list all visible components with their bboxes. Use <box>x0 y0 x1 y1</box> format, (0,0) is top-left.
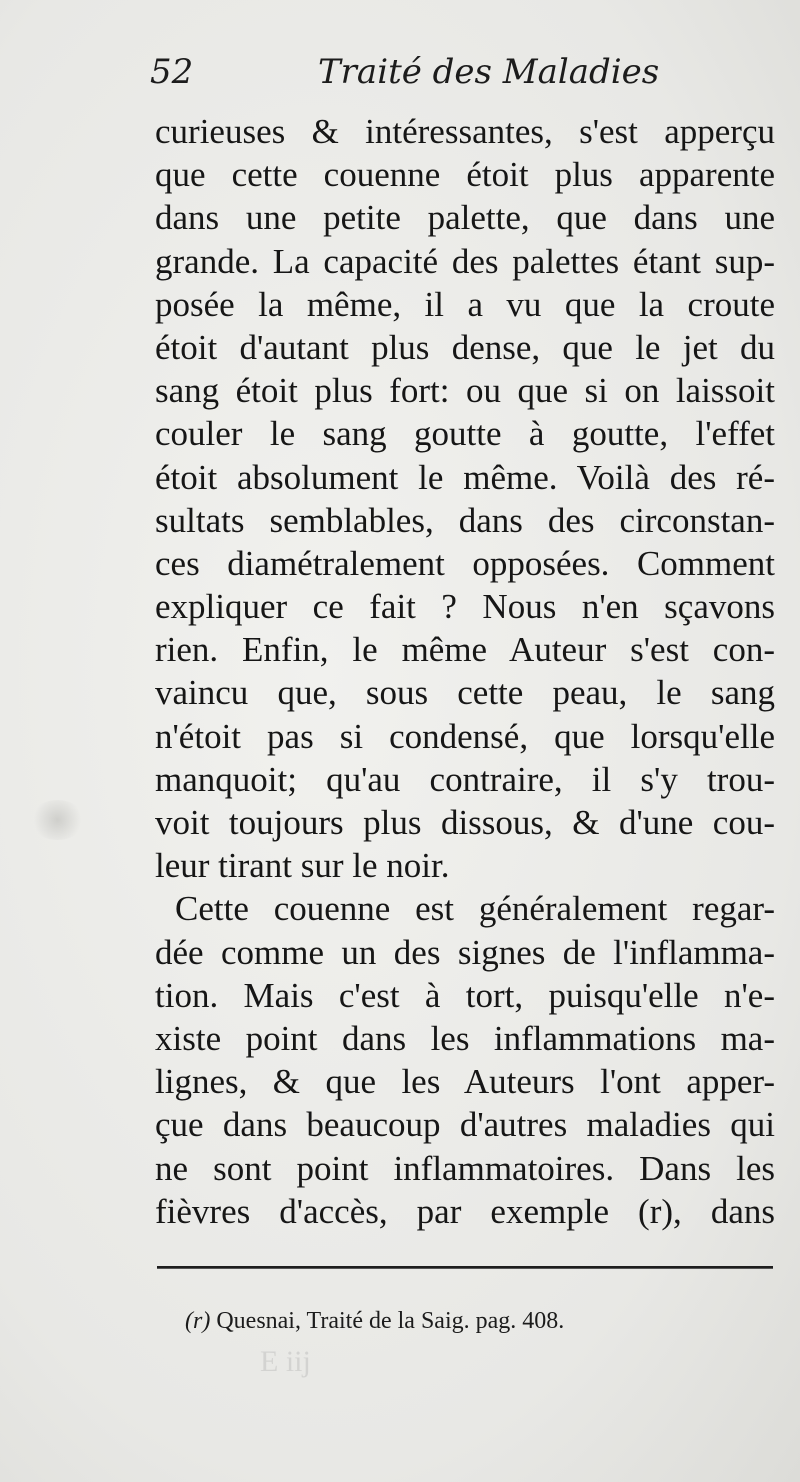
page-number: 52 <box>150 52 194 92</box>
text-line: ne sont point inflammatoires. Dans les <box>155 1148 775 1188</box>
text-line: dée comme un des signes de l'inflamma- <box>155 932 775 972</box>
text-line: étoit absolument le même. Voilà des ré- <box>155 457 775 497</box>
text-line: expliquer ce fait ? Nous n'en sçavons <box>155 587 775 627</box>
footnote-mark: (r) <box>185 1308 211 1334</box>
text-line: sang étoit plus fort: ou que si on laissoit <box>155 371 775 411</box>
text-line: que cette couenne étoit plus apparente <box>155 155 775 195</box>
text-line-paragraph-start: Cette couenne est généralement regar- <box>175 889 775 929</box>
text-line: dans une petite palette, que dans une <box>155 198 775 238</box>
text-line: étoit d'autant plus dense, que le jet du <box>155 327 775 367</box>
text-line-paragraph-end: leur tirant sur le noir. <box>155 846 450 886</box>
text-line: tion. Mais c'est à tort, puisqu'elle n'e- <box>155 975 775 1015</box>
text-line: çue dans beaucoup d'autres maladies qui <box>155 1105 775 1145</box>
text-line: grande. La capacité des palettes étant sup- <box>155 241 775 281</box>
page-header <box>150 52 710 102</box>
text-line: ces diamétralement opposées. Comment <box>155 543 775 583</box>
text-line: manquoit; qu'au contraire, il s'y trou- <box>155 759 775 799</box>
text-line: lignes, & que les Auteurs l'ont apper- <box>155 1062 775 1102</box>
text-line: n'étoit pas si condensé, que lorsqu'elle <box>155 716 775 756</box>
footnote <box>185 1308 564 1335</box>
text-line: vaincu que, sous cette peau, le sang <box>155 673 775 713</box>
body-text <box>155 110 775 1233</box>
text-line: fièvres d'accès, par exemple (r), dans <box>155 1191 775 1231</box>
text-line: voit toujours plus dissous, & d'une cou- <box>155 803 775 842</box>
text-line: couler le sang goutte à goutte, l'effet <box>155 414 775 454</box>
paper-stain <box>30 800 85 840</box>
text-line: rien. Enfin, le même Auteur s'est con- <box>155 630 775 670</box>
text-line: curieuses & intéressantes, s'est apperçu <box>155 112 775 151</box>
text-line: xiste point dans les inflammations ma- <box>155 1018 775 1058</box>
running-title: Traité des Maladies <box>318 52 660 92</box>
text-line: posée la même, il a vu que la croute <box>155 284 775 324</box>
footnote-text: Quesnai, Traité de la Saig. pag. 408. <box>216 1308 565 1334</box>
bleed-through-mark: E iij <box>260 1345 311 1378</box>
text-line: sultats semblables, dans des circonstan- <box>155 500 775 540</box>
footnote-rule <box>157 1266 773 1269</box>
